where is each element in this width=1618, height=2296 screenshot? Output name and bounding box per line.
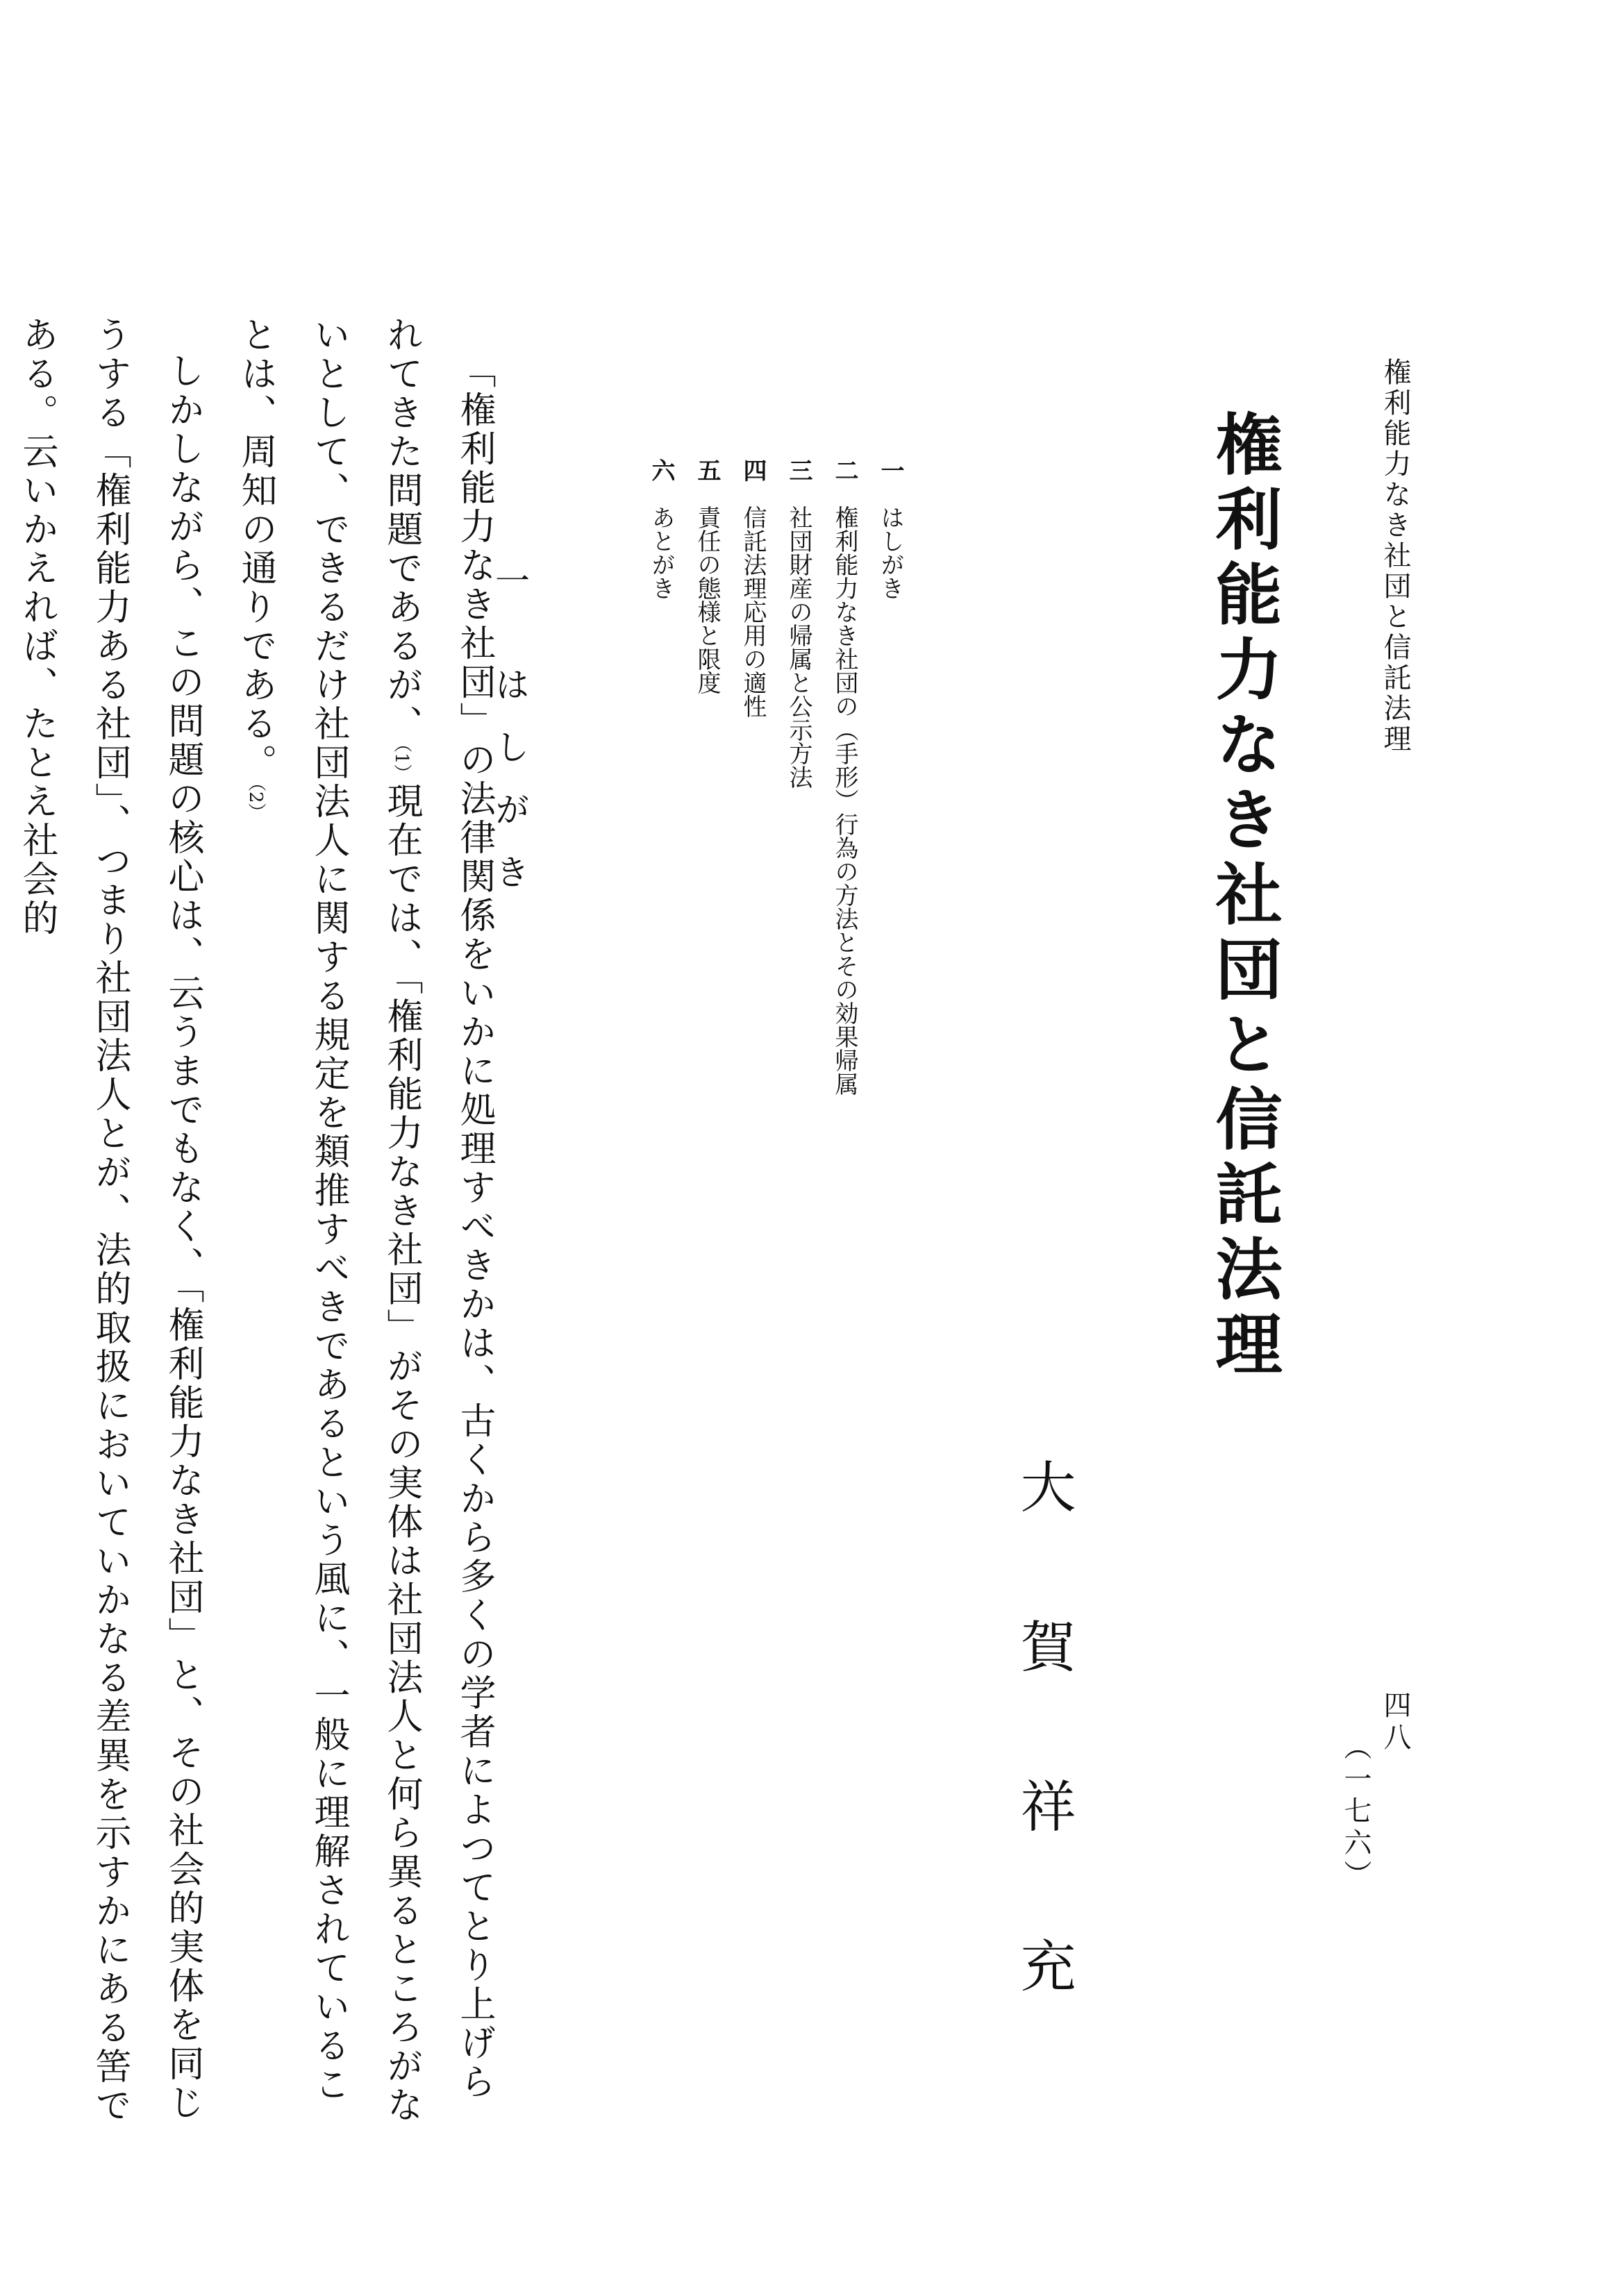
toc-label: 信託法理応用の適性 <box>739 505 767 718</box>
footnote-marker: （1） <box>391 744 412 782</box>
toc-number: 六 <box>647 458 675 482</box>
paragraph-text: が、 <box>381 666 422 744</box>
toc-number: 四 <box>739 458 767 482</box>
toc-label: 社団財産の帰属と公示方法 <box>785 505 812 789</box>
toc-number: 五 <box>693 458 721 482</box>
volume-page-number: （一七六） <box>1340 1732 1371 1892</box>
paragraph-text: 「権利能力なき社団」の法律関係をいかに処理すべきかは、古くから多くの学者によつてとり上げられてきた問題である <box>381 316 495 2102</box>
section-title: はしがき <box>490 667 530 916</box>
toc-number: 一 <box>876 458 904 482</box>
toc-label: 責任の態様と限度 <box>693 505 721 694</box>
toc-number: 三 <box>785 458 812 482</box>
body-text <box>0 316 510 2135</box>
section-number: 一 <box>490 562 530 625</box>
toc-item <box>821 458 867 1291</box>
toc-label: 権利能力なき社団の（手形）行為の方法とその効果帰属 <box>831 505 858 1096</box>
toc-item <box>730 458 776 1291</box>
toc-item <box>684 458 730 1291</box>
paragraph-text: 現在では、「権利能力なき社団」がその実体は社団法人と何ら異るところがないとして、できるだけ社団法人に関する規定を類推すべきであるという風に、一般に理解されていることは、周知の通りである。 <box>235 316 422 2125</box>
table-of-contents <box>638 458 913 1291</box>
journal-page-number: 四八 <box>1379 1691 1411 1754</box>
article-title: 権利能力なき社団と信託法理 <box>1205 410 1283 1384</box>
page-number <box>1336 1691 1415 1892</box>
toc-item <box>867 458 913 1291</box>
toc-item <box>776 458 821 1291</box>
paragraph: しかしながら、この問題の核心は、云うまでもなく、「権利能力なき社団」と、その社会的実体を同じうする「権利能力ある社団」、つまり社団法人とが、法的取扱においていかなる差異を示すかにある筈である。云いかえれば、たとえ社会的 <box>16 316 203 2125</box>
running-title: 権利能力なき社団と信託法理 <box>1379 358 1411 755</box>
toc-item <box>638 458 684 1291</box>
toc-label: はしがき <box>876 505 904 600</box>
toc-label: あとがき <box>647 505 675 600</box>
paragraph <box>219 316 510 2135</box>
toc-number: 二 <box>831 458 858 482</box>
author-name: 大賀祥充 <box>1011 1458 1076 2097</box>
footnote-marker: （2） <box>245 782 266 821</box>
